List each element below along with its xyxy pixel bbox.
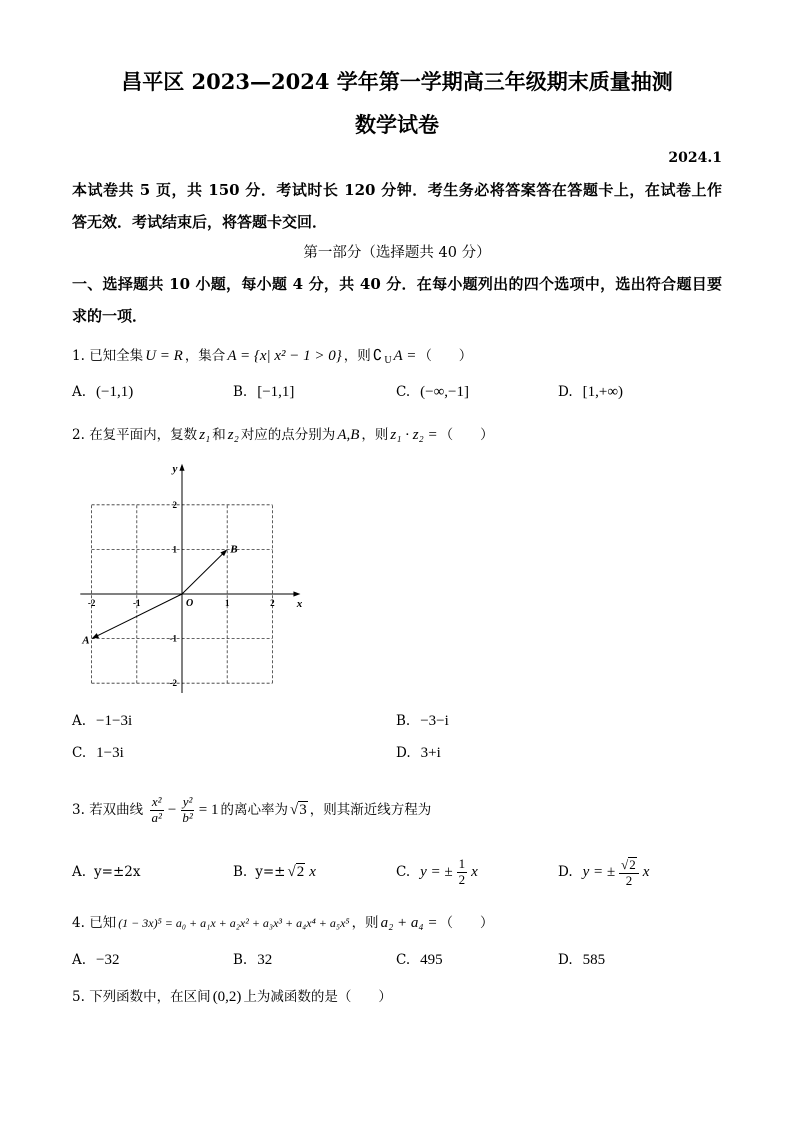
option-d [558,948,607,972]
question-text: 在复平面内，复数 [89,427,198,443]
x-tick-label: 2 [270,598,275,608]
exam-date: 2024.1 [668,150,722,166]
y-axis-label: y [172,463,178,475]
fraction-sqrt2-over-2 [619,857,639,889]
question-3-options [0,850,794,894]
x-axis-arrow [293,591,300,596]
question-number: 2. [72,427,85,443]
fraction-y2-over-b2 [180,795,194,826]
x-tick-label: -2 [87,598,96,608]
question-text: ，则 [351,915,379,931]
option-c [396,850,480,894]
question-text: 对应的点分别为 [240,427,336,443]
option-c [396,380,471,404]
option-label: D. [558,384,573,400]
option-c [396,948,445,972]
question-text: 已知全集 [89,348,144,364]
question-text: 已知 [89,915,117,931]
option-text: −32 [96,952,120,968]
question-text: ，则 [343,348,371,364]
y-tick-label: 2 [172,499,177,510]
option-text: 585 [582,952,606,968]
vector-to-point-b [182,554,223,594]
option-a [72,850,141,894]
sqrt-sign: √ [621,856,629,872]
option-label: A. [72,952,87,968]
math-expression: A,B [337,427,360,443]
question-number: 3. [72,802,85,818]
x-tick-label: -1 [133,598,141,608]
option-label: C. [72,745,87,761]
fraction-denominator: 2 [625,872,633,888]
y-tick-label: 1 [172,544,177,555]
option-text: 1−3i [96,745,124,761]
option-a [72,948,122,972]
x-axis-label: x [296,598,303,610]
fraction-numerator: y² [182,794,193,810]
question-number: 1. [72,348,85,364]
option-text: [−1,1] [257,384,295,400]
question-3-stem [72,790,431,830]
fraction-denominator: 2 [458,872,466,887]
question-number: 4. [72,915,85,931]
complex-plane-svg [76,460,308,698]
point-label-a: A [82,634,90,647]
radicand: 2 [296,864,305,880]
radicand: 2 [629,856,636,872]
option-text: 495 [420,952,443,968]
fraction-numerator [619,857,639,874]
option-label: D. [396,745,411,761]
fraction-numerator: 1 [458,856,466,872]
question-text: 若双曲线 [89,802,144,818]
option-b [233,380,296,404]
y-tick-label: -1 [169,633,177,644]
option-prefix: y=± [255,864,286,880]
radicand: 3 [299,802,307,818]
math-expression: U = R [145,348,183,364]
question-text: 上为减函数的是（ ） [243,989,392,1005]
option-suffix: x [309,864,316,880]
complex-plane-figure [76,460,308,698]
option-text: −1−3i [96,713,133,729]
question-text: ，则 [361,427,389,443]
math-expression: z₁ [199,427,211,443]
equals-one: = 1 [198,802,219,818]
complement-symbol: ∁ [372,348,383,364]
question-1-stem [72,344,472,368]
option-label: C. [396,864,411,880]
fraction-one-half [457,857,468,888]
answer-blank: （ ） [418,348,473,364]
x-tick-label: 1 [224,598,230,608]
question-text: ，则其渐近线方程为 [309,802,432,818]
option-d [558,380,625,404]
option-prefix: y = ± [582,864,616,880]
option-label: C. [396,952,411,968]
option-text: (−∞,−1] [420,384,469,400]
option-label: A. [72,864,87,880]
question-5-stem [72,985,392,1009]
option-b [233,850,318,894]
question-1-options [0,380,794,404]
option-label: A. [72,384,87,400]
section-intro-line-2: 求的一项． [72,307,148,325]
point-label-b: B [230,543,238,556]
instructions-line-2: 答无效．考试结束后，将答题卡交回． [72,213,328,231]
question-text: ，集合 [184,348,226,364]
fraction-numerator: x² [151,794,162,810]
exam-title: 昌平区 2023—2024 学年第一学期高三年级期末质量抽测 [121,69,673,94]
fraction-denominator: b² [182,810,193,825]
option-suffix: x [642,864,650,880]
option-suffix: x [471,864,478,880]
sqrt-sign: √ [287,864,296,880]
y-tick-label: -2 [169,678,177,689]
option-label: D. [558,952,573,968]
math-expression: A = {x| x² − 1 > 0} [227,348,342,364]
option-label: C. [396,384,411,400]
y-axis-arrow [179,464,184,471]
question-text: 下列函数中，在区间 [89,989,211,1005]
option-a [72,380,135,404]
math-expression: z₁ · z₂ = [390,427,438,443]
option-b [396,709,451,733]
math-expression: a₂ + a₄ = [380,915,438,931]
fraction-denominator: a² [151,810,162,825]
question-2-stem [72,423,494,447]
option-d [558,850,651,894]
answer-blank: （ ） [439,427,494,443]
math-expression: z₂ [227,427,239,443]
option-label: B. [233,864,248,880]
option-text: [1,+∞) [582,384,624,400]
fraction-x2-over-a2 [149,795,163,826]
math-expression: A = [393,348,417,364]
option-text: (−1,1) [96,384,134,400]
option-label: B. [233,952,248,968]
complement-subscript: U [384,355,392,366]
option-label: B. [233,384,248,400]
option-c [72,741,126,765]
question-2-options-row-1 [0,709,794,733]
option-text: 3+i [420,745,441,761]
option-d [396,741,443,765]
option-text: 32 [257,952,273,968]
option-b [233,948,274,972]
question-text: 和 [212,427,226,443]
option-text: y=±2x [94,864,141,880]
option-text: −3−i [420,713,449,729]
math-expression: (1 − 3x)⁵ = a₀ + a₁x + a₂x² + a₃x³ + a₄x⁴ + a₅x⁵ [118,916,350,930]
minus-sign: − [167,802,177,818]
question-4-stem [72,911,494,935]
answer-blank: （ ） [439,915,494,931]
option-label: D. [558,864,573,880]
sqrt-sign: √ [289,802,299,818]
question-4-options [0,948,794,972]
option-label: B. [396,713,411,729]
section-intro-line-1: 一、选择题共 10 小题，每小题 4 分，共 40 分．在每小题列出的四个选项中，选出符合题目要 [72,275,722,293]
exam-subtitle: 数学试卷 [355,112,439,137]
option-prefix: y = ± [420,864,453,880]
option-label: A. [72,713,87,729]
origin-label: O [186,598,194,609]
part-heading: 第一部分（选择题共 40 分） [303,245,491,261]
math-expression: (0,2) [212,989,242,1005]
question-number: 5. [72,989,85,1005]
question-2-options-row-2 [0,741,794,765]
vector-arrow-a [92,633,99,638]
instructions-line-1: 本试卷共 5 页，共 150 分．考试时长 120 分钟．考生务必将答案答在答题卡上，在试卷上作 [72,181,722,199]
question-text: 的离心率为 [220,802,288,818]
option-a [72,709,134,733]
